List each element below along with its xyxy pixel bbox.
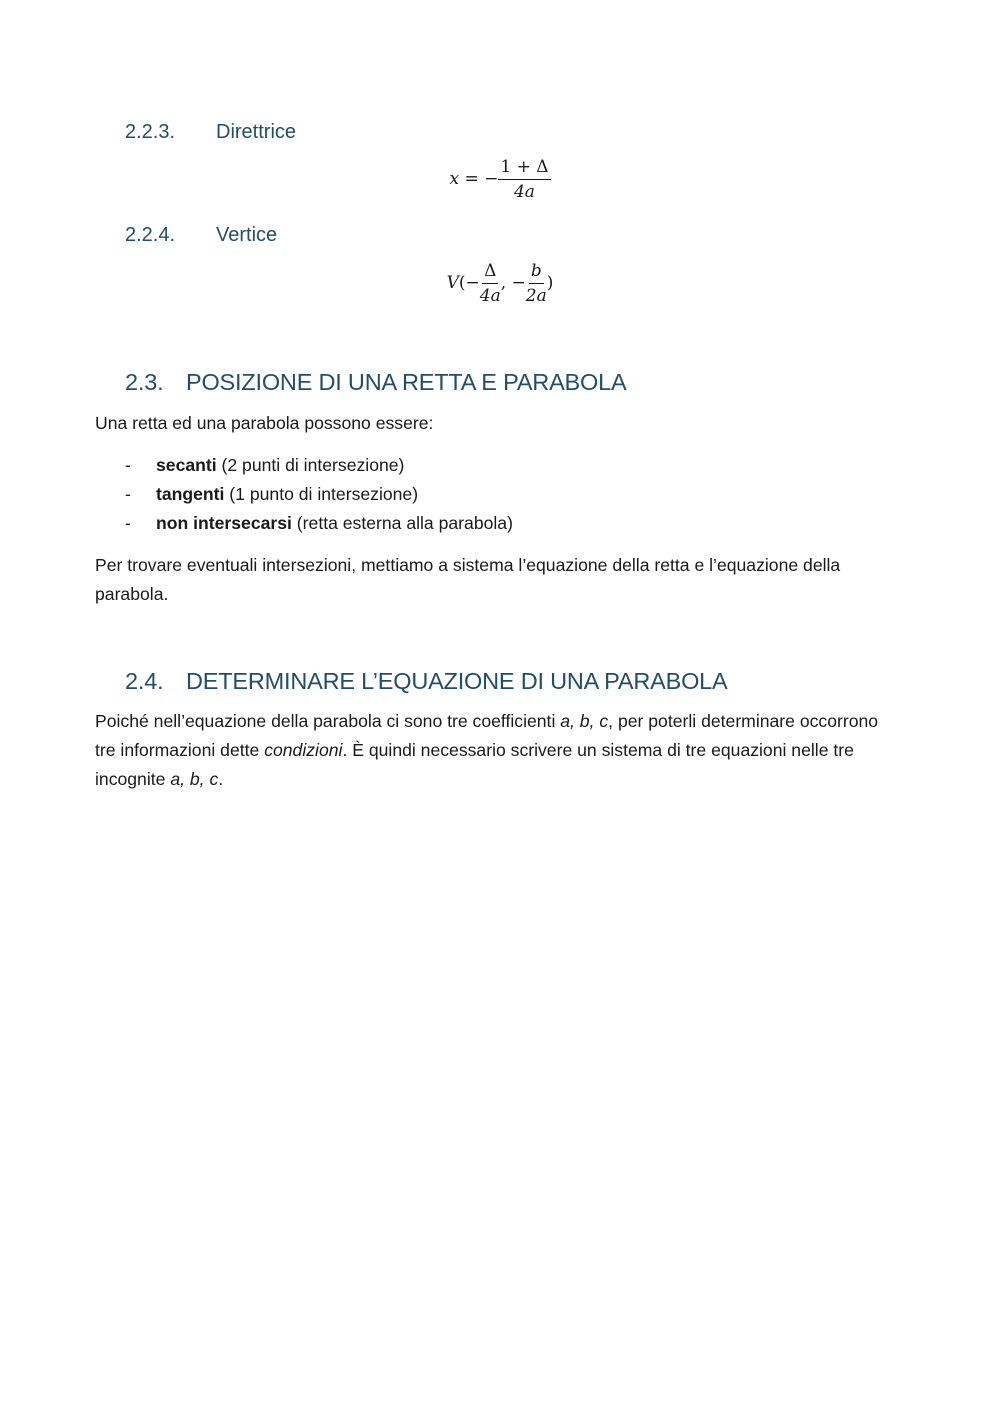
list-term: secanti bbox=[156, 455, 217, 475]
heading-number: 2.4. bbox=[125, 668, 164, 694]
heading-determinare bbox=[125, 668, 728, 695]
text-run: Poiché nell’equazione della parabola ci sono tre coefficienti bbox=[95, 711, 561, 731]
list-item bbox=[95, 509, 885, 538]
heading-title: Direttrice bbox=[216, 121, 297, 143]
paragraph-determinare bbox=[95, 707, 885, 794]
formula-lhs: x bbox=[449, 169, 460, 189]
bullet-list bbox=[95, 451, 885, 538]
fraction-numerator: 1 + Δ bbox=[498, 157, 550, 180]
coefficients: a, b, c bbox=[560, 711, 609, 731]
vertex-separator: , − bbox=[500, 273, 526, 293]
fraction-numerator: Δ bbox=[482, 261, 498, 284]
heading-number: 2.2.3. bbox=[125, 121, 176, 143]
unknowns: a, b, c bbox=[170, 769, 219, 789]
fraction-denominator: 4a bbox=[513, 182, 535, 202]
heading-title: DETERMINARE L’EQUAZIONE DI UNA PARABOLA bbox=[186, 668, 728, 694]
text-run: . bbox=[218, 769, 224, 789]
formula-equals: = bbox=[464, 169, 479, 189]
fraction bbox=[498, 157, 550, 202]
conditions-term: condizioni bbox=[264, 740, 343, 760]
list-item bbox=[95, 480, 885, 509]
paragraph-intro: Una retta ed una parabola possono essere: bbox=[95, 413, 434, 433]
list-desc: (2 punti di intersezione) bbox=[216, 455, 405, 475]
fraction-denominator: 2a bbox=[525, 286, 547, 306]
formula-direttrice bbox=[0, 157, 1000, 202]
heading-number: 2.2.4. bbox=[125, 224, 176, 246]
list-desc: (retta esterna alla parabola) bbox=[291, 513, 513, 533]
list-term: tangenti bbox=[156, 484, 225, 504]
list-term: non intersecarsi bbox=[156, 513, 292, 533]
formula-vertice bbox=[0, 261, 1000, 306]
heading-vertice bbox=[125, 224, 277, 247]
heading-title: POSIZIONE DI UNA RETTA E PARABOLA bbox=[186, 369, 627, 395]
list-item bbox=[95, 451, 885, 480]
text-run: . È quindi necessario scrivere un sistema di tre equazioni nelle tre incognite bbox=[95, 740, 854, 789]
fraction bbox=[480, 261, 501, 306]
heading-number: 2.3. bbox=[125, 369, 164, 395]
list-dash: - bbox=[125, 455, 131, 475]
list-dash: - bbox=[125, 513, 131, 533]
fraction-denominator: 4a bbox=[479, 286, 501, 306]
heading-posizione bbox=[125, 369, 626, 396]
fraction-numerator: b bbox=[529, 261, 544, 284]
text-run: , per poterli determinare occorrono tre informazioni dette bbox=[95, 711, 879, 760]
paragraph-intersezioni: Per trovare eventuali intersezioni, mettiamo a sistema l’equazione della retta e l’equazione della parabola. bbox=[95, 555, 841, 604]
vertex-open: (− bbox=[458, 273, 480, 293]
heading-direttrice bbox=[125, 121, 296, 144]
formula-sign: − bbox=[484, 169, 499, 189]
fraction bbox=[526, 261, 547, 306]
vertex-label: V bbox=[446, 273, 459, 293]
list-desc: (1 punto di intersezione) bbox=[224, 484, 419, 504]
heading-title: Vertice bbox=[216, 224, 278, 246]
list-dash: - bbox=[125, 484, 131, 504]
vertex-close: ) bbox=[546, 273, 554, 293]
